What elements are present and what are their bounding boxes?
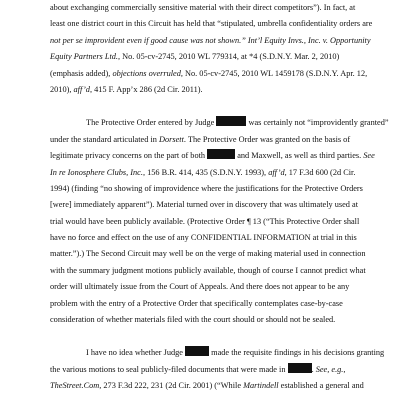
redaction-box: [207, 149, 235, 159]
text-run: the various motions to seal publicly-filed documents that were made in: [50, 364, 288, 374]
text-run: . The Protective Order was granted on the basis of: [183, 134, 351, 144]
text-run: , 273 F.3d 222, 231 (2d Cir. 2001) (“While: [99, 381, 244, 391]
text-run: .: [311, 364, 316, 374]
text-line: [50, 165, 365, 181]
text-run: 2010),: [50, 84, 74, 94]
text-run: about exchanging commercially sensitive material with their direct competitors”). In fact, at: [50, 3, 356, 12]
paragraph: [50, 0, 373, 98]
text-run: [were] immediately apparent”). Material turned over in discovery that was ultimately used at: [50, 200, 359, 210]
text-run: , No. 05-cv-2745, 2010 WL 1459178 (S.D.N.Y. Apr. 12,: [180, 68, 368, 78]
text-run: made the requisite findings in his decisions granting: [209, 348, 385, 358]
italic-run: Equity Partners Ltd.: [50, 52, 118, 62]
italic-run: See, e.g.: [315, 364, 344, 374]
italic-run: aff’d: [73, 84, 90, 94]
redaction-box: [216, 116, 246, 126]
text-run: (emphasis added),: [50, 68, 113, 78]
text-line: [50, 345, 385, 361]
text-line: [50, 279, 365, 295]
italic-run: Int’l Equity Invs., Inc. v. Opportunity: [247, 35, 371, 45]
redaction-box: [185, 346, 209, 356]
italic-run: objections overruled: [112, 68, 181, 78]
paragraph: [50, 115, 389, 328]
text-run: , 156 B.R. 414, 435 (S.D.N.Y. 1993),: [142, 167, 269, 177]
text-run: consideration of whether materials filed with the court should or should not be sealed.: [50, 315, 336, 325]
text-line: [50, 378, 365, 394]
text-line: [50, 263, 365, 279]
text-run: have no force and effect on the use of any CONFIDENTIAL INFORMATION at trial in this: [50, 233, 357, 243]
text-run: with the summary judgment motions publicly available, though of course I cannot predict what: [50, 265, 366, 275]
redaction-box: [288, 363, 312, 373]
text-run: trial would have been publicly available. (Protective Order ¶ 13 (“This Protective Order shall: [50, 216, 360, 226]
text-line: [50, 148, 375, 164]
text-line: [50, 33, 371, 49]
text-line: [50, 82, 365, 98]
text-line: [50, 115, 389, 131]
text-run: was certainly not “improvidently granted”: [246, 118, 389, 128]
italic-run: See: [363, 151, 375, 161]
text-run: established a general and: [278, 381, 364, 391]
paragraph-gap: [50, 328, 365, 345]
text-run: ,: [343, 364, 346, 374]
text-run: , No. 05-cv-2745, 2010 WL 779314, at *4 (S.D.N.Y. Mar. 2, 2010): [118, 52, 340, 62]
text-line: [50, 0, 365, 16]
text-line: [50, 246, 365, 262]
text-line: [50, 49, 365, 65]
text-run: matter.”).) The Second Circuit may well be on the verge of making material used in connection: [50, 249, 366, 259]
text-run: , 415 F. App’x 286 (2d Cir. 2011).: [89, 84, 203, 94]
text-line: [50, 362, 365, 378]
text-run: 1994) (finding “no showing of improvidence where the justifications for the Protective Orders: [50, 183, 363, 193]
text-run: least one district court in this Circuit has held that “stipulated, umbrella confidentiality orders are: [50, 19, 373, 29]
text-line: [50, 132, 365, 148]
text-line: [50, 312, 365, 328]
text-line: [50, 66, 368, 82]
text-line: [50, 16, 373, 32]
italic-run: Dorsett: [158, 134, 184, 144]
italic-run: TheStreet.Com: [50, 381, 100, 391]
paragraph: [50, 345, 385, 394]
text-line: [50, 230, 365, 246]
paragraph-gap: [50, 98, 365, 115]
text-run: under the standard articulated in: [50, 134, 159, 144]
text-run: , 17 F.3d 600 (2d Cir.: [284, 167, 356, 177]
text-run: The Protective Order entered by Judge: [86, 118, 217, 128]
text-line: [50, 214, 365, 230]
italic-run: Martindell: [243, 381, 279, 391]
text-run: legitimate privacy concerns on the part of both: [50, 151, 208, 161]
italic-run: not per se improvident even if good cause was not shown.”: [50, 35, 248, 45]
text-run: I have no idea whether Judge: [86, 348, 186, 358]
text-line: [50, 296, 365, 312]
text-run: and Maxwell, as well as third parties.: [235, 151, 364, 161]
italic-run: aff’d: [268, 167, 285, 177]
text-line: [50, 197, 365, 213]
text-run: order will ultimately issue from the Court of Appeals. And there does not appear to be any: [50, 282, 350, 292]
italic-run: In re Ionosphere Clubs, Inc.: [50, 167, 143, 177]
text-line: [50, 181, 365, 197]
text-run: problem with the entry of a Protective Order that specifically contemplates case-by-case: [50, 298, 343, 308]
